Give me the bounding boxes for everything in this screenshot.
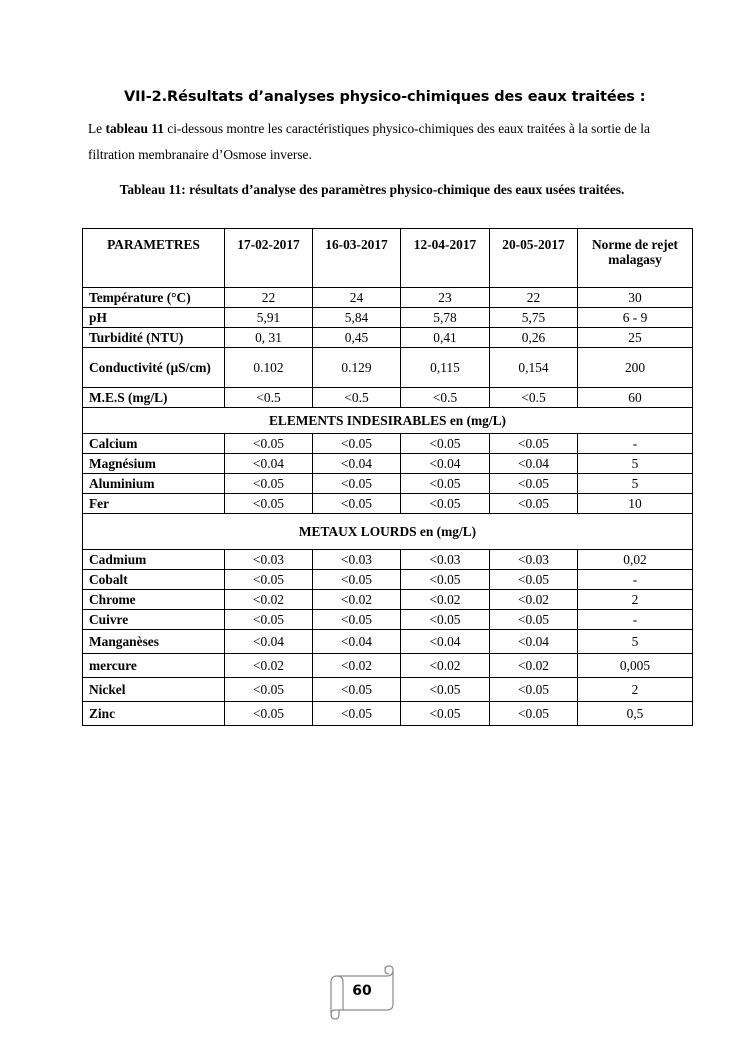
norm-cell: 200 bbox=[578, 348, 693, 388]
param-cell: Température (°C) bbox=[83, 288, 225, 308]
page-number-badge bbox=[325, 964, 397, 1020]
value-cell-date-4: <0.05 bbox=[490, 570, 578, 590]
table-row bbox=[83, 630, 693, 654]
value-cell-date-2: 0.129 bbox=[313, 348, 401, 388]
table-row bbox=[83, 434, 693, 454]
value-cell-date-4: <0.02 bbox=[490, 590, 578, 610]
table-caption: Tableau 11: résultats d’analyse des paramètres physico-chimique des eaux usées traitées. bbox=[119, 182, 625, 197]
value-cell-date-1: <0.05 bbox=[225, 474, 313, 494]
value-cell-date-2: <0.03 bbox=[313, 550, 401, 570]
norm-cell: 0,02 bbox=[578, 550, 693, 570]
value-cell-date-2: <0.04 bbox=[313, 630, 401, 654]
value-cell-date-1: <0.04 bbox=[225, 630, 313, 654]
value-cell-date-3: 0,115 bbox=[401, 348, 490, 388]
value-cell-date-4: <0.05 bbox=[490, 678, 578, 702]
norm-cell: 10 bbox=[578, 494, 693, 514]
norm-cell: - bbox=[578, 570, 693, 590]
table-row bbox=[83, 610, 693, 630]
section-row bbox=[83, 408, 693, 434]
header-date-2: 16-03-2017 bbox=[313, 229, 401, 288]
param-cell: Cadmium bbox=[83, 550, 225, 570]
norm-cell: 60 bbox=[578, 388, 693, 408]
value-cell-date-3: <0.05 bbox=[401, 570, 490, 590]
header-date-4: 20-05-2017 bbox=[490, 229, 578, 288]
norm-cell: 6 - 9 bbox=[578, 308, 693, 328]
value-cell-date-4: <0.03 bbox=[490, 550, 578, 570]
norm-cell: 2 bbox=[578, 678, 693, 702]
norm-cell: 0,5 bbox=[578, 702, 693, 726]
value-cell-date-2: <0.04 bbox=[313, 454, 401, 474]
table-reference: tableau 11 bbox=[105, 121, 164, 136]
table-row bbox=[83, 288, 693, 308]
table-row bbox=[83, 570, 693, 590]
value-cell-date-2: <0.05 bbox=[313, 474, 401, 494]
value-cell-date-3: <0.05 bbox=[401, 678, 490, 702]
header-norme: Norme de rejet malagasy bbox=[578, 229, 693, 288]
value-cell-date-4: <0.05 bbox=[490, 702, 578, 726]
value-cell-date-1: <0.04 bbox=[225, 454, 313, 474]
value-cell-date-1: <0.02 bbox=[225, 654, 313, 678]
table-row bbox=[83, 348, 693, 388]
value-cell-date-1: <0.05 bbox=[225, 434, 313, 454]
table-row bbox=[83, 678, 693, 702]
param-cell: pH bbox=[83, 308, 225, 328]
norm-cell: 30 bbox=[578, 288, 693, 308]
value-cell-date-2: 0,45 bbox=[313, 328, 401, 348]
paragraph-rest: ci-dessous montre les caractéristiques physico-chimiques des eaux traitées à la sortie de la filtration membranaire d’Osmose inverse. bbox=[88, 121, 650, 162]
table-header-row bbox=[83, 229, 693, 288]
value-cell-date-4: <0.05 bbox=[490, 610, 578, 630]
norm-cell: 25 bbox=[578, 328, 693, 348]
section-heading-metaux-lourds: METAUX LOURDS en (mg/L) bbox=[83, 514, 693, 550]
value-cell-date-4: <0.04 bbox=[490, 454, 578, 474]
value-cell-date-1: <0.05 bbox=[225, 610, 313, 630]
value-cell-date-4: <0.05 bbox=[490, 474, 578, 494]
value-cell-date-2: <0.05 bbox=[313, 434, 401, 454]
value-cell-date-1: <0.05 bbox=[225, 702, 313, 726]
value-cell-date-3: 23 bbox=[401, 288, 490, 308]
value-cell-date-4: 0,26 bbox=[490, 328, 578, 348]
value-cell-date-4: <0.5 bbox=[490, 388, 578, 408]
table-row bbox=[83, 328, 693, 348]
param-cell: Fer bbox=[83, 494, 225, 514]
value-cell-date-3: <0.02 bbox=[401, 590, 490, 610]
value-cell-date-2: <0.05 bbox=[313, 494, 401, 514]
value-cell-date-4: <0.05 bbox=[490, 494, 578, 514]
param-cell: Magnésium bbox=[83, 454, 225, 474]
value-cell-date-4: 5,75 bbox=[490, 308, 578, 328]
header-parametres: PARAMETRES bbox=[83, 229, 225, 288]
value-cell-date-2: <0.5 bbox=[313, 388, 401, 408]
norm-cell: 5 bbox=[578, 474, 693, 494]
value-cell-date-3: <0.05 bbox=[401, 610, 490, 630]
page-number: 60 bbox=[352, 983, 372, 999]
header-date-1: 17-02-2017 bbox=[225, 229, 313, 288]
value-cell-date-4: <0.04 bbox=[490, 630, 578, 654]
value-cell-date-2: <0.05 bbox=[313, 678, 401, 702]
param-cell: Zinc bbox=[83, 702, 225, 726]
header-date-3: 12-04-2017 bbox=[401, 229, 490, 288]
paragraph-start: Le bbox=[88, 121, 106, 136]
norm-cell: 2 bbox=[578, 590, 693, 610]
table-row bbox=[83, 590, 693, 610]
table-row bbox=[83, 654, 693, 678]
param-cell: Chrome bbox=[83, 590, 225, 610]
value-cell-date-3: 5,78 bbox=[401, 308, 490, 328]
value-cell-date-2: 24 bbox=[313, 288, 401, 308]
value-cell-date-2: <0.02 bbox=[313, 590, 401, 610]
value-cell-date-3: <0.05 bbox=[401, 702, 490, 726]
table-row bbox=[83, 308, 693, 328]
value-cell-date-3: <0.5 bbox=[401, 388, 490, 408]
norm-cell: 0,005 bbox=[578, 654, 693, 678]
table-row bbox=[83, 702, 693, 726]
param-cell: Nickel bbox=[83, 678, 225, 702]
value-cell-date-1: <0.03 bbox=[225, 550, 313, 570]
param-cell: Conductivité (µS/cm) bbox=[83, 348, 225, 388]
value-cell-date-1: <0.05 bbox=[225, 678, 313, 702]
value-cell-date-3: <0.03 bbox=[401, 550, 490, 570]
results-table bbox=[82, 228, 693, 726]
table-row bbox=[83, 454, 693, 474]
norm-cell: 5 bbox=[578, 454, 693, 474]
value-cell-date-4: 22 bbox=[490, 288, 578, 308]
table-row bbox=[83, 388, 693, 408]
value-cell-date-3: <0.05 bbox=[401, 494, 490, 514]
norm-cell: - bbox=[578, 610, 693, 630]
param-cell: Turbidité (NTU) bbox=[83, 328, 225, 348]
param-cell: Cobalt bbox=[83, 570, 225, 590]
table-row bbox=[83, 494, 693, 514]
value-cell-date-2: <0.05 bbox=[313, 702, 401, 726]
value-cell-date-1: 0, 31 bbox=[225, 328, 313, 348]
value-cell-date-4: <0.05 bbox=[490, 434, 578, 454]
value-cell-date-1: <0.02 bbox=[225, 590, 313, 610]
intro-paragraph bbox=[88, 116, 668, 168]
norm-cell: - bbox=[578, 434, 693, 454]
value-cell-date-3: <0.04 bbox=[401, 454, 490, 474]
value-cell-date-2: 5,84 bbox=[313, 308, 401, 328]
value-cell-date-1: 0.102 bbox=[225, 348, 313, 388]
table-row bbox=[83, 550, 693, 570]
value-cell-date-1: <0.5 bbox=[225, 388, 313, 408]
table-row bbox=[83, 474, 693, 494]
value-cell-date-3: <0.02 bbox=[401, 654, 490, 678]
section-heading: VII-2.Résultats d’analyses physico-chimiques des eaux traitées : bbox=[124, 89, 646, 105]
value-cell-date-4: 0,154 bbox=[490, 348, 578, 388]
param-cell: Calcium bbox=[83, 434, 225, 454]
param-cell: Manganèses bbox=[83, 630, 225, 654]
param-cell: mercure bbox=[83, 654, 225, 678]
section-heading-elements-indesirables: ELEMENTS INDESIRABLES en (mg/L) bbox=[83, 408, 693, 434]
value-cell-date-2: <0.05 bbox=[313, 610, 401, 630]
value-cell-date-1: 22 bbox=[225, 288, 313, 308]
value-cell-date-1: <0.05 bbox=[225, 570, 313, 590]
section-row bbox=[83, 514, 693, 550]
value-cell-date-3: <0.05 bbox=[401, 474, 490, 494]
param-cell: Aluminium bbox=[83, 474, 225, 494]
value-cell-date-3: <0.04 bbox=[401, 630, 490, 654]
norm-cell: 5 bbox=[578, 630, 693, 654]
value-cell-date-1: 5,91 bbox=[225, 308, 313, 328]
value-cell-date-1: <0.05 bbox=[225, 494, 313, 514]
value-cell-date-2: <0.02 bbox=[313, 654, 401, 678]
value-cell-date-2: <0.05 bbox=[313, 570, 401, 590]
value-cell-date-3: 0,41 bbox=[401, 328, 490, 348]
param-cell: Cuivre bbox=[83, 610, 225, 630]
param-cell: M.E.S (mg/L) bbox=[83, 388, 225, 408]
value-cell-date-3: <0.05 bbox=[401, 434, 490, 454]
value-cell-date-4: <0.02 bbox=[490, 654, 578, 678]
